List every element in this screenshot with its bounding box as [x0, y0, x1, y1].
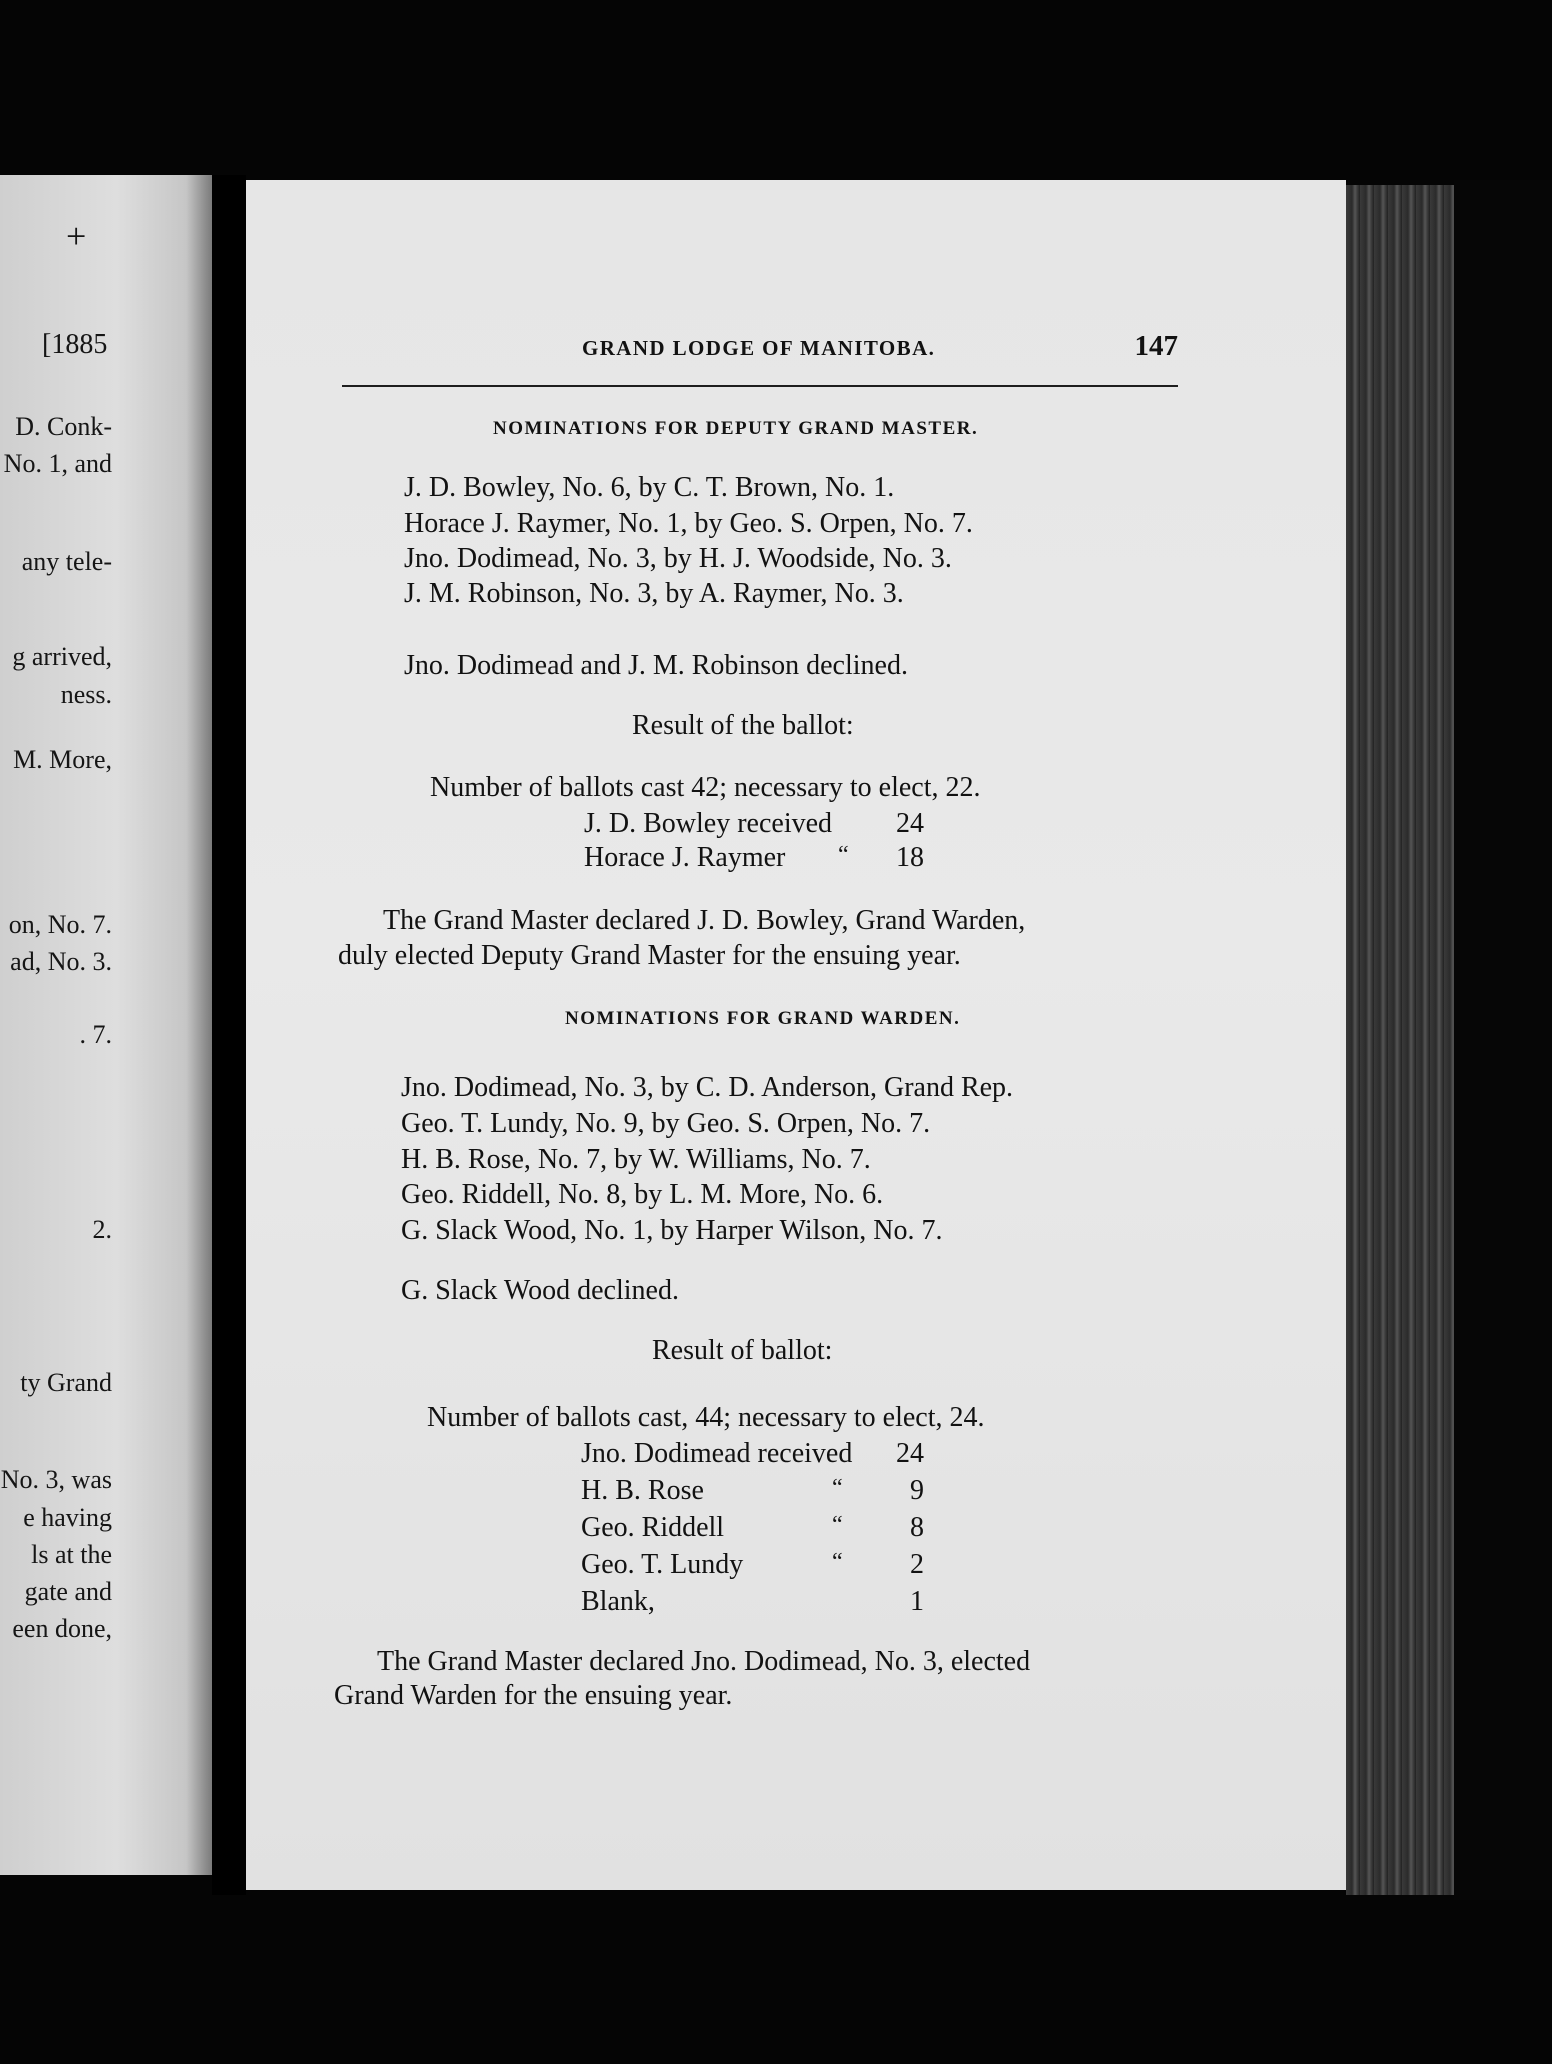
left-fragment: any tele- [21, 547, 112, 576]
ditto-mark: “ [832, 1549, 843, 1575]
tally-votes: 2 [910, 1549, 924, 1580]
left-fragment: ness. [60, 680, 112, 709]
result-heading: Result of ballot: [652, 1335, 833, 1366]
tally-name: Horace J. Raymer [584, 842, 786, 873]
ditto-mark: “ [832, 1512, 843, 1538]
section-heading: NOMINATIONS FOR DEPUTY GRAND MASTER. [493, 418, 979, 439]
tally-votes: 9 [910, 1475, 924, 1506]
left-fragment: gate and [24, 1577, 112, 1606]
nomination-line: H. B. Rose, No. 7, by W. Williams, No. 7. [401, 1144, 871, 1175]
left-fragment: een done, [12, 1614, 112, 1643]
left-facing-page [0, 175, 212, 1875]
book-gutter [212, 175, 246, 1895]
running-head [342, 330, 1178, 376]
nomination-line: Geo. Riddell, No. 8, by L. M. More, No. 6. [401, 1179, 884, 1210]
left-fragment: g arrived, [12, 642, 112, 671]
ditto-mark: “ [832, 1475, 843, 1501]
nomination-line: Geo. T. Lundy, No. 9, by Geo. S. Orpen, No. 7. [401, 1108, 931, 1139]
tally-name: J. D. Bowley received [584, 808, 833, 839]
header-rule [342, 385, 1178, 387]
left-fragment: ad, No. 3. [10, 947, 112, 976]
left-page-year: [1885 [42, 329, 108, 360]
declined-note: G. Slack Wood declined. [401, 1275, 679, 1306]
left-fragment: e having [23, 1503, 112, 1532]
tally-name: Jno. Dodimead received [581, 1438, 853, 1469]
tally-votes: 18 [896, 842, 924, 873]
tally-name: Blank, [581, 1586, 655, 1617]
nomination-line: G. Slack Wood, No. 1, by Harper Wilson, No. 7. [401, 1215, 943, 1246]
gutter-shadow [186, 175, 212, 1875]
left-fragment: M. More, [13, 745, 112, 774]
declaration-line: The Grand Master declared Jno. Dodimead, No. 3, elected [377, 1646, 1031, 1677]
section-heading: NOMINATIONS FOR GRAND WARDEN. [565, 1008, 961, 1029]
left-fragment: No. 1, and [3, 449, 112, 478]
left-fragment: D. Conk- [15, 412, 112, 441]
page-number: 147 [1134, 330, 1178, 362]
page-edges [1346, 185, 1454, 1895]
scan-border [1454, 180, 1552, 1900]
tally-name: H. B. Rose [581, 1475, 704, 1506]
ballot-summary: Number of ballots cast, 44; necessary to elect, 24. [427, 1402, 985, 1433]
tally-votes: 8 [910, 1512, 924, 1543]
left-fragment: . 7. [79, 1020, 112, 1049]
tally-votes: 24 [896, 1438, 924, 1469]
nomination-line: Jno. Dodimead, No. 3, by C. D. Anderson, Grand Rep. [401, 1072, 1014, 1103]
left-fragment: No. 3, was [0, 1465, 112, 1494]
declaration-line: duly elected Deputy Grand Master for the ensuing year. [338, 940, 961, 971]
left-fragment: ty Grand [20, 1368, 112, 1397]
left-fragment: on, No. 7. [8, 910, 112, 939]
nomination-line: Horace J. Raymer, No. 1, by Geo. S. Orpen, No. 7. [404, 508, 973, 539]
ballot-summary: Number of ballots cast 42; necessary to elect, 22. [430, 772, 981, 803]
right-page [246, 180, 1346, 1890]
tally-name: Geo. T. Lundy [581, 1549, 744, 1580]
left-fragment: ls at the [31, 1540, 112, 1569]
tally-votes: 1 [910, 1586, 924, 1617]
nomination-line: Jno. Dodimead, No. 3, by H. J. Woodside, No. 3. [404, 543, 952, 574]
declined-note: Jno. Dodimead and J. M. Robinson declined. [404, 650, 908, 681]
margin-mark: + [66, 216, 87, 256]
left-fragment: 2. [92, 1215, 112, 1244]
tally-name: Geo. Riddell [581, 1512, 725, 1543]
ditto-mark: “ [838, 842, 849, 868]
nomination-line: J. M. Robinson, No. 3, by A. Raymer, No. 3. [404, 578, 904, 609]
nomination-line: J. D. Bowley, No. 6, by C. T. Brown, No. 1. [404, 472, 895, 503]
result-heading: Result of the ballot: [632, 710, 854, 741]
page-title: GRAND LODGE OF MANITOBA. [582, 336, 936, 360]
declaration-line: Grand Warden for the ensuing year. [334, 1680, 733, 1711]
declaration-line: The Grand Master declared J. D. Bowley, Grand Warden, [383, 905, 1026, 936]
tally-votes: 24 [896, 808, 924, 839]
